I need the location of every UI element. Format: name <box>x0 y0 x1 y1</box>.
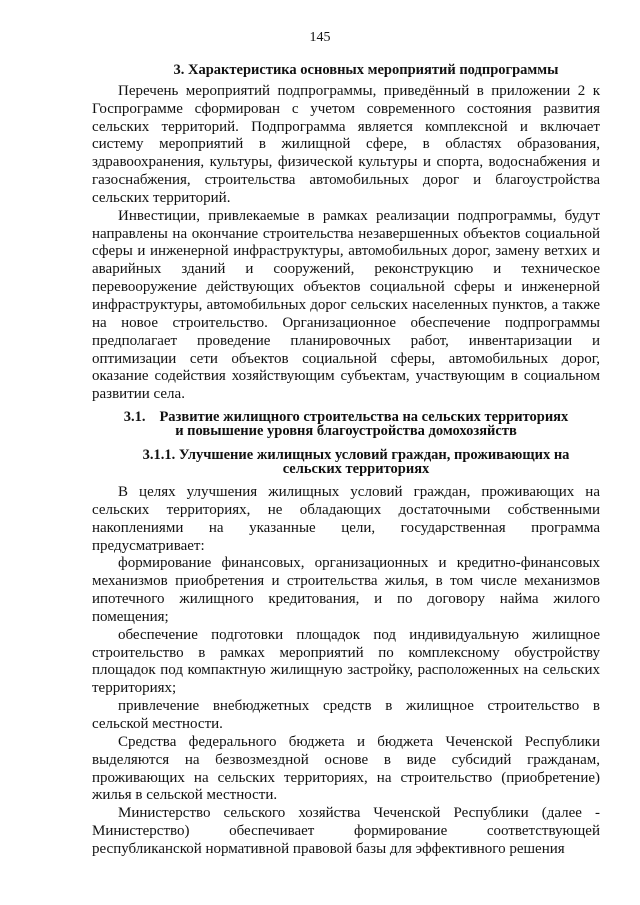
page-number: 145 <box>309 30 331 45</box>
subsection-heading <box>92 410 600 438</box>
paragraph: Министерство сельского хозяйства Чеченской Республики (далее - Министерство) обеспечивает формирование соответствующей республиканской нормативной правовой базы для эффективного решения <box>92 805 600 857</box>
page-content <box>92 62 600 859</box>
paragraph: формирование финансовых, организационных и кредитно-финансовых механизмов приобретения и строительства жилья, в том числе механизмов ипотечного жилищного кредитования, и по договору найма жилого помещения; <box>92 555 600 625</box>
paragraph: Средства федерального бюджета и бюджета Чеченской Республики выделяются на безвозмездной основе в виде субсидий гражданам, проживающих на сельских территориях, на строительство (приобретение) жилья в сельской местности. <box>92 733 600 804</box>
section-title: 3. Характеристика основных мероприятий подпрограммы <box>173 62 559 78</box>
paragraph: привлечение внебюджетных средств в жилищное строительство в сельской местности. <box>92 698 600 732</box>
paragraph: Инвестиции, привлекаемые в рамках реализации подпрограммы, будут направлены на окончание строительства незавершенных объектов социальной сферы и инженерной инфраструктуры, автомобильных дорог, замену ветхих и аварийных зданий и сооружений, реконструкцию и техническое перевооружение действующих объектов социальной сферы и инженерной инфраструктуры, автомобильных дорог сельских населенных пунктов, а также на новое строительство. Организационное обеспечение подпрограммы предполагает проведение планировочных работ, инвентаризации и оптимизации сети объектов социальной сферы, автомобильных дорог, оказание содействия хозяйствующим субъектам, участвующим в социальном развитии села. <box>92 207 600 403</box>
subsection-number: 3.1. <box>123 409 146 426</box>
subsubsection-title-line1: 3.1.1. Улучшение жилищных условий граждан, проживающих на <box>142 447 570 464</box>
subsubsection-title-line2: сельских территориях <box>282 461 430 478</box>
paragraph: В целях улучшения жилищных условий граждан, проживающих на сельских территориях, не обладающих достаточными собственными накоплениями на указанные цели, государственная программа предусматривает: <box>92 484 600 554</box>
subsection-title-line2: и повышение уровня благоустройства домохозяйств <box>175 423 517 440</box>
paragraph: обеспечение подготовки площадок под индивидуальную жилищное строительство в рамках мероприятий по комплексному обустройству площадок под компактную жилищную застройку, расположенных на сельских территориях; <box>92 626 600 697</box>
subsection-title-line1: Развитие жилищного строительства на сельских территориях <box>159 409 569 426</box>
subsubsection-heading <box>92 448 600 476</box>
paragraph: Перечень мероприятий подпрограммы, приведённый в приложении 2 к Госпрограмме сформирован с учетом современного состояния развития сельских территорий. Подпрограмма является комплексной и включает систему мероприятий в жилищной сфере, в областях образования, здравоохранения, культуры, физической культуры и спорта, водоснабжения и газоснабжения, строительства автомобильных дорог и благоустройства сельских территорий. <box>92 82 600 206</box>
